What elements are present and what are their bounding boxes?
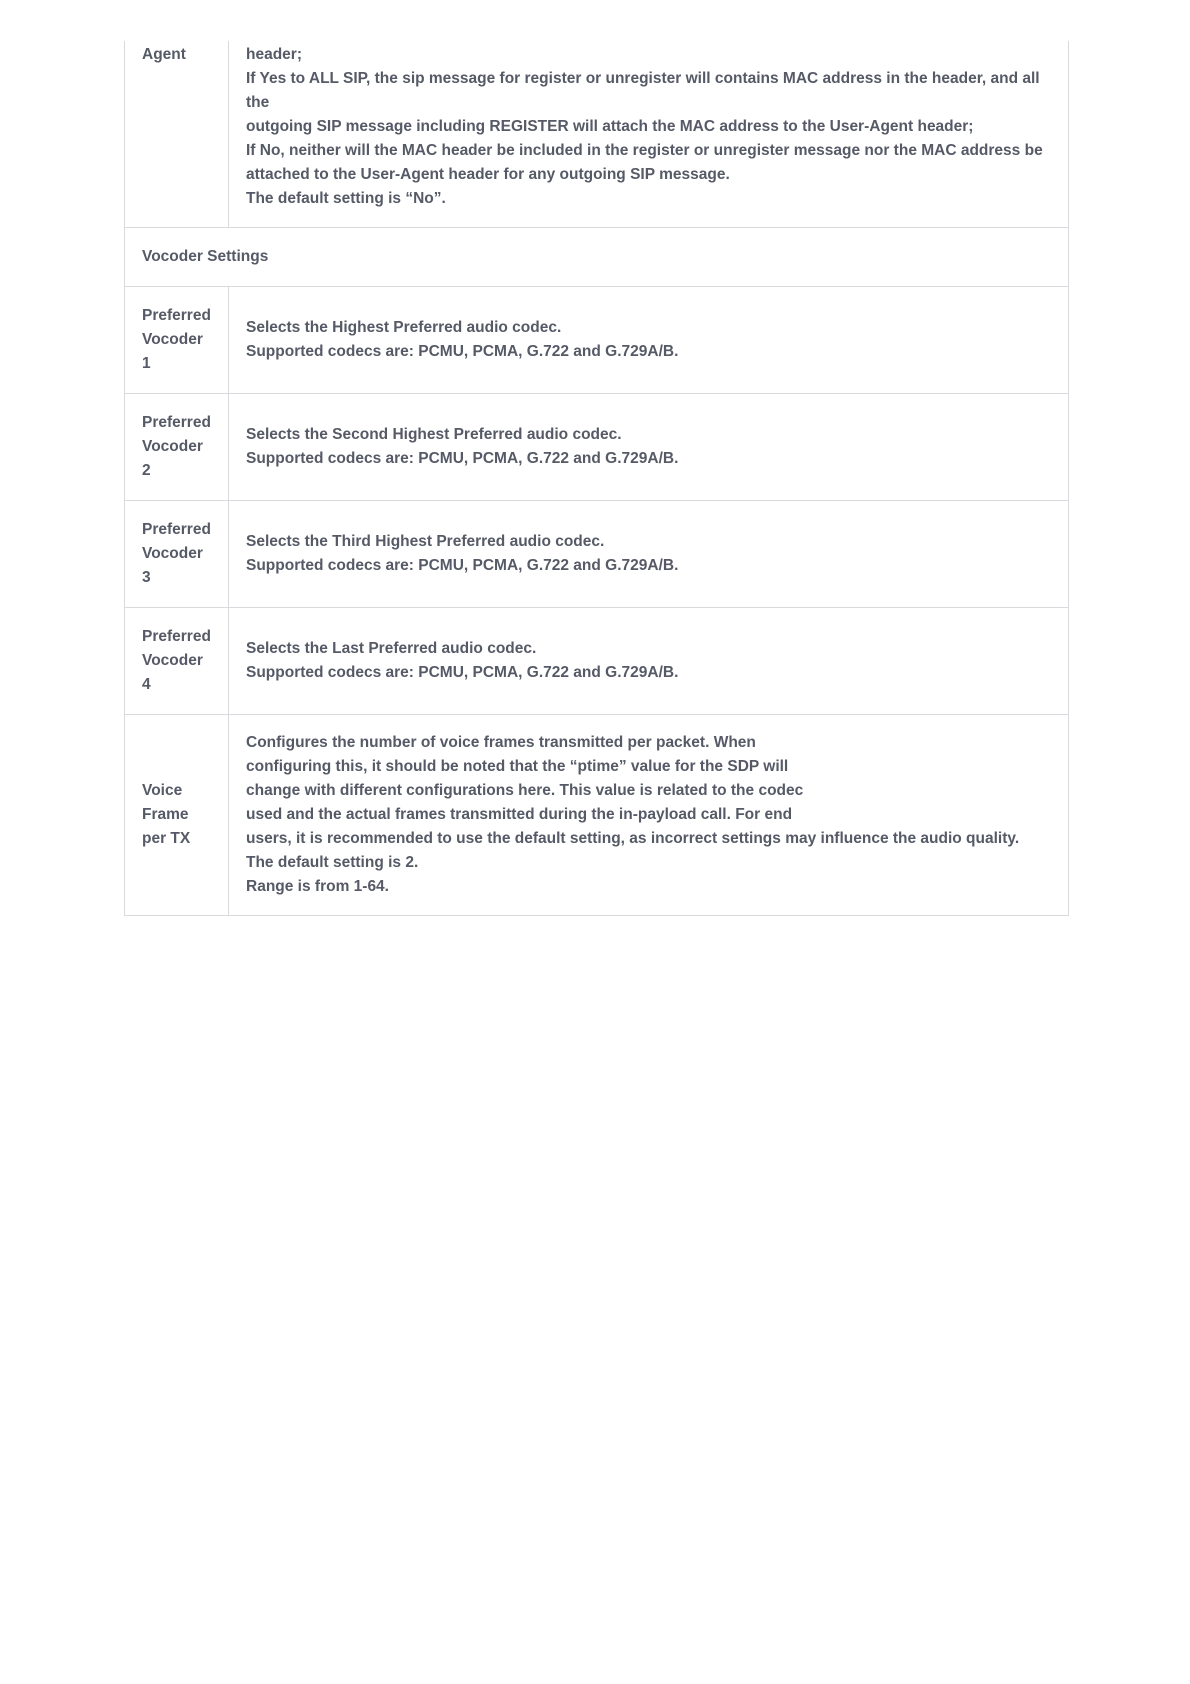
description-line: change with different configurations here. This value is related to the codec (246, 782, 804, 799)
row-label-text: Voice (142, 782, 183, 799)
description-line: If Yes to ALL SIP, the sip message for register or unregister will contains MAC address in the header, and all the (246, 70, 1040, 111)
description-line: users, it is recommended to use the default setting, as incorrect settings may influence the audio quality. (246, 830, 1020, 847)
row-label-text: 1 (142, 355, 151, 372)
row-label-text: 4 (142, 676, 151, 693)
row-description (229, 501, 1069, 608)
row-description (229, 715, 1069, 916)
description-line: Configures the number of voice frames transmitted per packet. When (246, 734, 756, 751)
row-label-text: Preferred (142, 307, 211, 324)
description-line: Selects the Second Highest Preferred audio codec. (246, 426, 622, 443)
row-label-text: Vocoder (142, 331, 203, 348)
description-line: The default setting is 2. (246, 854, 419, 871)
row-label-text: 3 (142, 569, 151, 586)
section-header-row (125, 228, 1069, 287)
row-label-text: Preferred (142, 628, 211, 645)
row-label (125, 501, 229, 608)
row-label-text: per TX (142, 830, 191, 847)
description-line: configuring this, it should be noted that the “ptime” value for the SDP will (246, 758, 789, 775)
row-label-text: 2 (142, 462, 151, 479)
row-label-text: Agent (142, 46, 186, 63)
section-title: Vocoder Settings (125, 228, 1069, 287)
row-label-text: Vocoder (142, 545, 203, 562)
description-line: If No, neither will the MAC header be included in the register or unregister message nor the MAC address be (246, 142, 1043, 159)
table-row-user-agent-mac (125, 41, 1069, 228)
row-description (229, 394, 1069, 501)
table-row-vocoder-1 (125, 287, 1069, 394)
table-row-vocoder-4 (125, 608, 1069, 715)
row-label (125, 41, 229, 228)
row-description (229, 41, 1069, 228)
row-label (125, 715, 229, 916)
row-label (125, 394, 229, 501)
settings-table (124, 41, 1069, 916)
row-label-text: Preferred (142, 414, 211, 431)
table-row-vocoder-2 (125, 394, 1069, 501)
description-line: Selects the Highest Preferred audio codec. (246, 319, 562, 336)
table-row-voice-frame-per-tx (125, 715, 1069, 916)
description-line: Supported codecs are: PCMU, PCMA, G.722 and G.729A/B. (246, 664, 679, 681)
description-line: Selects the Last Preferred audio codec. (246, 640, 537, 657)
row-label-text: Vocoder (142, 652, 203, 669)
description-line: The default setting is “No”. (246, 190, 446, 207)
description-line: attached to the User-Agent header for any outgoing SIP message. (246, 166, 730, 183)
description-line: header; (246, 46, 302, 63)
row-description (229, 287, 1069, 394)
row-label-text: Frame (142, 806, 189, 823)
description-line: Supported codecs are: PCMU, PCMA, G.722 and G.729A/B. (246, 450, 679, 467)
description-line: Supported codecs are: PCMU, PCMA, G.722 and G.729A/B. (246, 557, 679, 574)
description-line: outgoing SIP message including REGISTER will attach the MAC address to the User-Agent header; (246, 118, 974, 135)
description-line: used and the actual frames transmitted during the in-payload call. For end (246, 806, 793, 823)
table-row-vocoder-3 (125, 501, 1069, 608)
description-line: Range is from 1-64. (246, 878, 389, 895)
description-line: Supported codecs are: PCMU, PCMA, G.722 and G.729A/B. (246, 343, 679, 360)
description-line: Selects the Third Highest Preferred audio codec. (246, 533, 605, 550)
row-label-text: Vocoder (142, 438, 203, 455)
row-label-text: Preferred (142, 521, 211, 538)
row-label (125, 287, 229, 394)
row-label (125, 608, 229, 715)
row-description (229, 608, 1069, 715)
